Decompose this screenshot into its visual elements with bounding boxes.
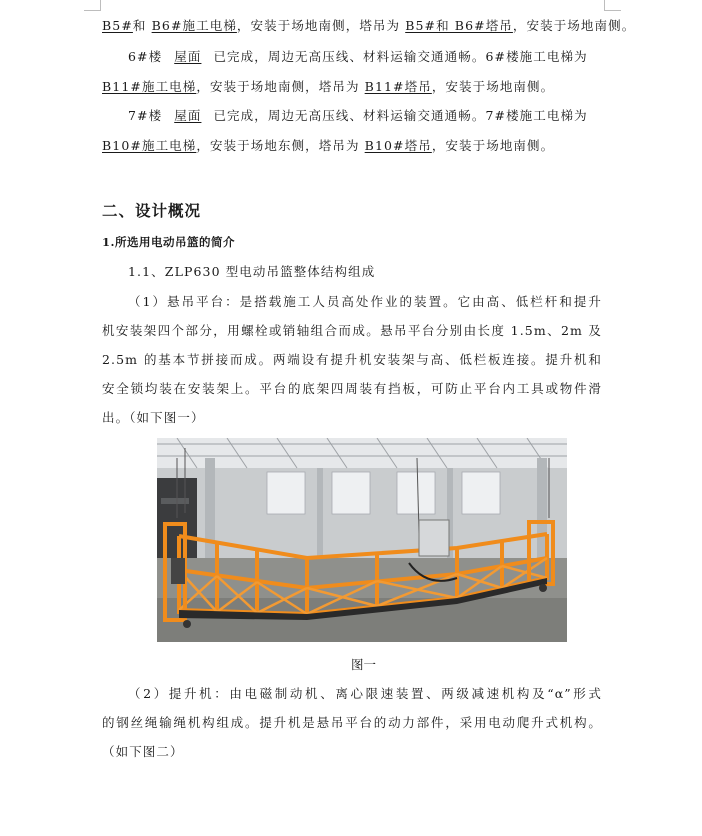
section-heading: 二、设计概况 <box>102 201 202 220</box>
text-run: B6#施工电梯 <box>151 18 237 33</box>
body-line: 机安装架四个部分，用螺栓或销轴组合而成。悬吊平台分别由长度 1.5m、2m 及 <box>102 323 602 338</box>
text-run: B10#塔吊 <box>364 138 432 153</box>
text-run: ，安装于场地东侧，塔吊为 <box>196 138 365 153</box>
underlined-blank <box>162 49 213 64</box>
body-line: （如下图二） <box>102 744 184 759</box>
photo-illustration <box>157 438 567 642</box>
suspended-platform-photo <box>157 438 567 642</box>
subsection-title: 1.1、ZLP630 型电动吊篮整体结构组成 <box>128 264 376 279</box>
crop-mark-top-right <box>604 0 621 11</box>
text-run: B11#塔吊 <box>364 79 432 94</box>
body-line: 出。（如下图一） <box>102 410 205 425</box>
text-run: B5# <box>102 18 133 33</box>
figure-caption: 图一 <box>351 657 377 672</box>
crop-mark-top-left <box>84 0 101 11</box>
text-run: 6#楼 <box>128 49 163 64</box>
text-run: 已完成，周边无高压线、材料运输交通通畅。6#楼施工电梯为 <box>213 49 588 64</box>
body-line: 2.5m 的基本节拼接而成。两端设有提升机安装架与高、低栏板连接。提升机和 <box>102 352 602 367</box>
text-line-1 <box>102 18 636 34</box>
body-line: 安全锁均装在安装架上。平台的底架四周装有挡板，可防止平台内工具或物件滑 <box>102 381 602 396</box>
text-run: B10#施工电梯 <box>102 138 197 153</box>
text-run: 和 <box>132 18 152 33</box>
text-run: ，安装于场地南侧，塔吊为 <box>236 18 406 33</box>
text-run: 已完成，周边无高压线、材料运输交通通畅。7#楼施工电梯为 <box>213 108 588 123</box>
text-run: ，安装于场地南侧。 <box>431 79 555 94</box>
underlined-blank <box>162 108 213 123</box>
text-run: ，安装于场地南侧。 <box>512 18 636 33</box>
text-line-5 <box>102 138 602 154</box>
text-run: 屋面 <box>174 49 202 64</box>
text-line-4 <box>128 108 602 124</box>
text-run: 7#楼 <box>128 108 163 123</box>
sub-heading: 1.所选用电动吊篮的简介 <box>102 235 236 249</box>
text-run: B11#施工电梯 <box>102 79 197 94</box>
text-line-2 <box>128 49 602 65</box>
body-line: （1）悬吊平台：是搭载施工人员高处作业的装置。它由高、低栏杆和提升 <box>128 294 602 309</box>
body-line: 的钢丝绳输绳机构组成。提升机是悬吊平台的动力部件，采用电动爬升式机构。 <box>102 715 602 730</box>
text-line-3 <box>102 79 602 95</box>
text-run: ，安装于场地南侧，塔吊为 <box>196 79 365 94</box>
text-run: B5#和 B6#塔吊 <box>405 18 513 33</box>
body-line: （2）提升机：由电磁制动机、离心限速装置、两级减速机构及“α”形式 <box>128 686 602 701</box>
text-run: ，安装于场地南侧。 <box>431 138 555 153</box>
text-run: 屋面 <box>174 108 202 123</box>
